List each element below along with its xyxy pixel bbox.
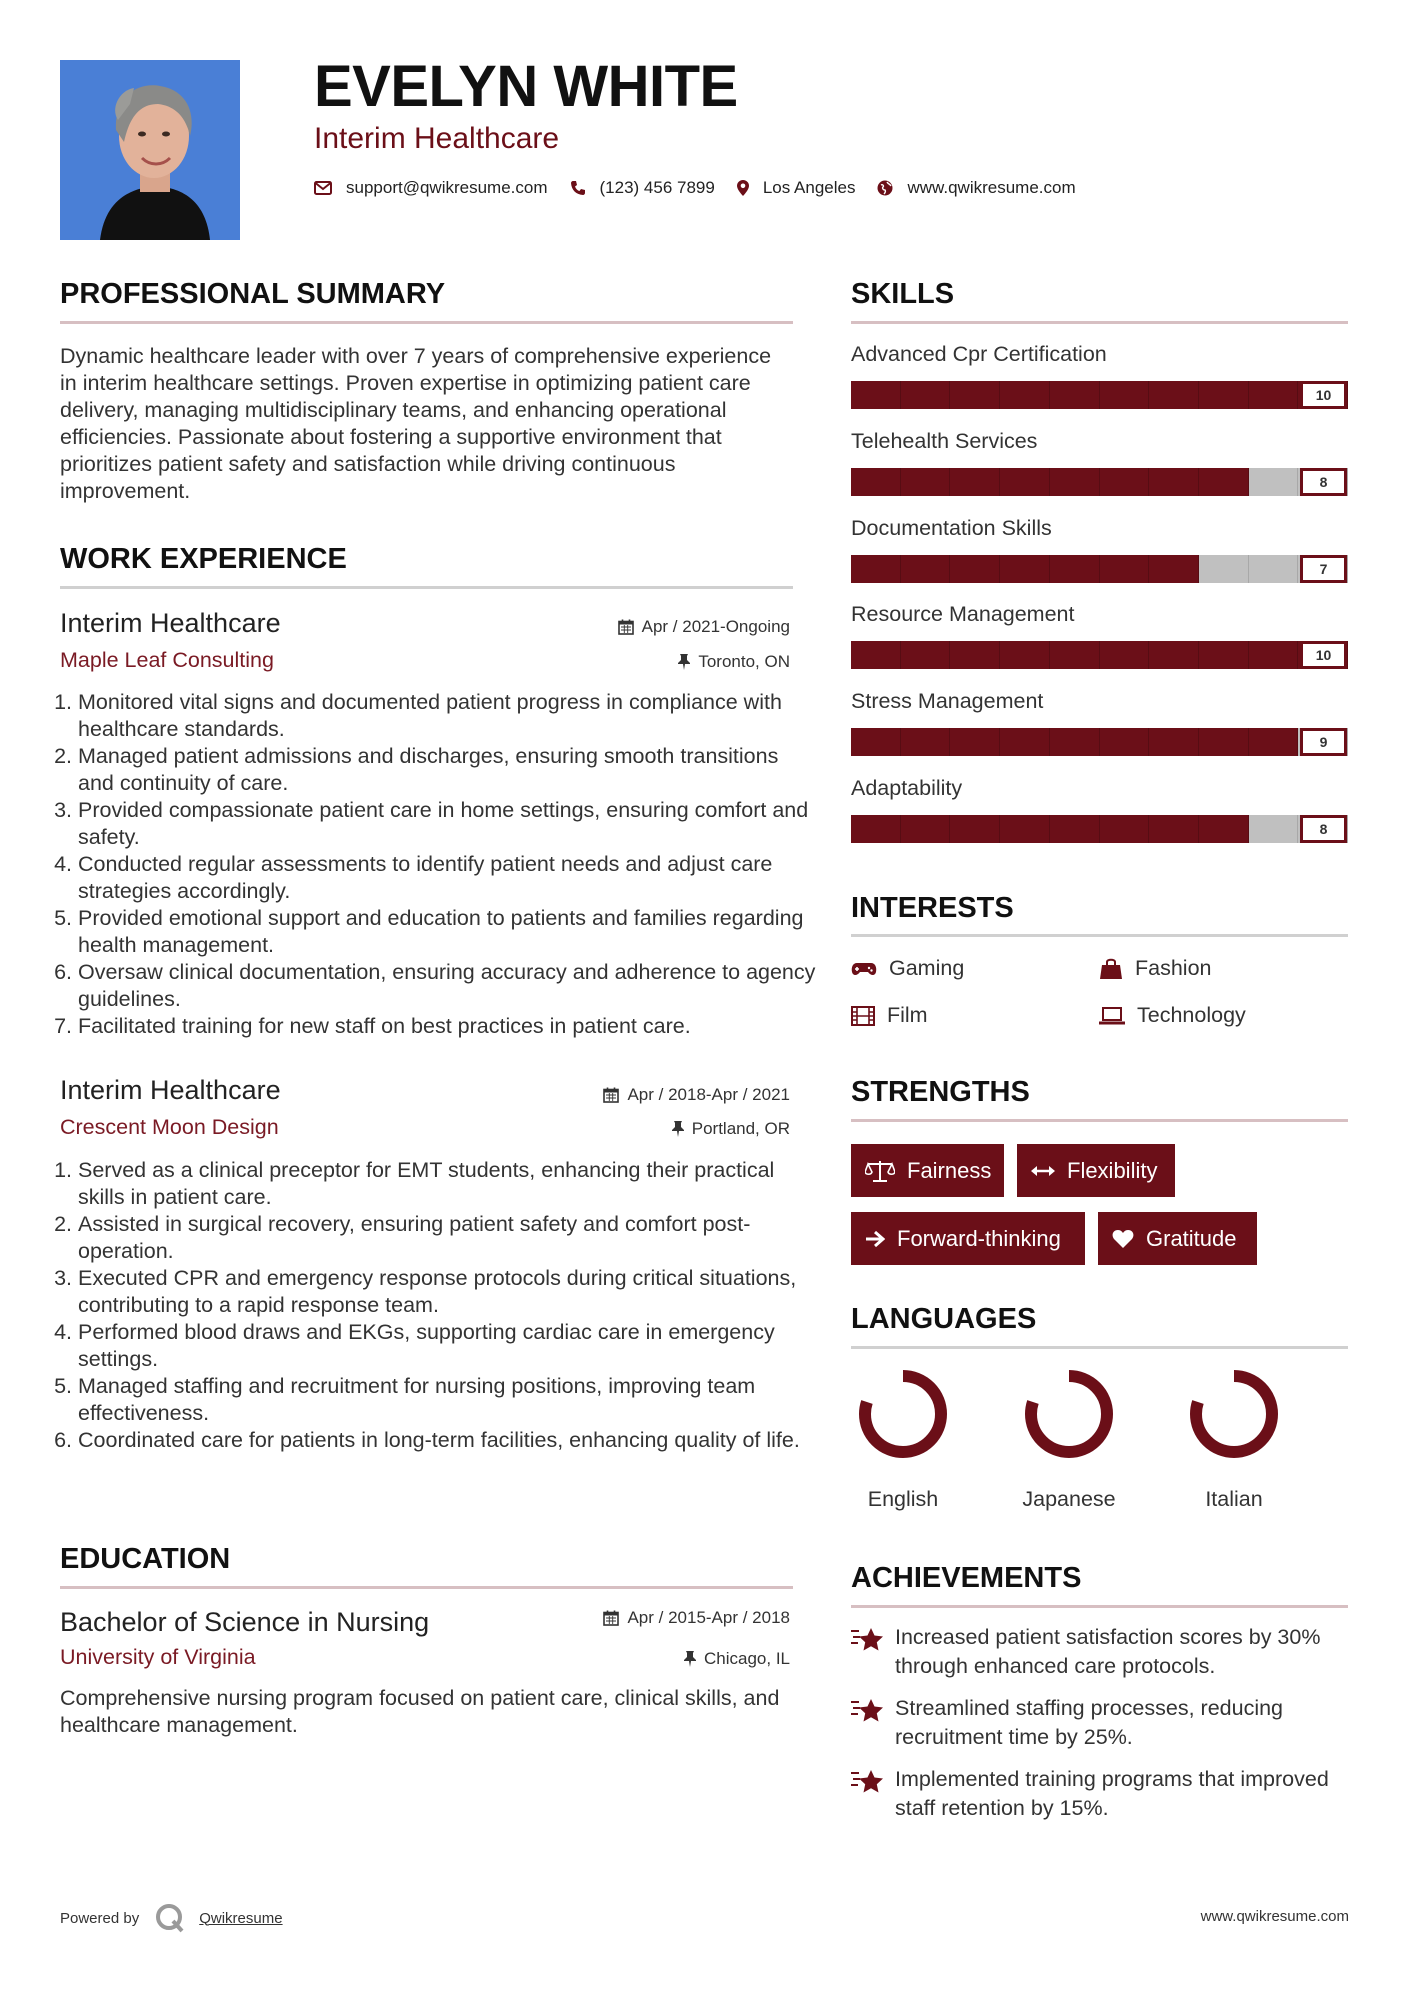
language-label: Italian [1205, 1487, 1263, 1511]
skill-bar-filled-segment [851, 728, 901, 756]
education-divider [60, 1586, 793, 1589]
strength-tag [851, 1212, 1085, 1265]
summary-heading: PROFESSIONAL SUMMARY [60, 278, 446, 310]
candidate-title: Interim Healthcare [314, 122, 560, 155]
skill-bar-empty-segment [1249, 468, 1299, 496]
skill-bar-filled-segment [851, 555, 901, 583]
globe-icon [877, 180, 893, 196]
star-icon [851, 1698, 895, 1724]
language-label: English [867, 1487, 939, 1511]
list-item: 1. Monitored vital signs and documented patient progress in compliance with healthcare standards. [78, 689, 818, 743]
skill-bar-filled-segment [1100, 641, 1150, 669]
education-location [684, 1650, 790, 1667]
skill-level-value: 7 [1300, 555, 1347, 583]
phone-text: (123) 456 7899 [599, 178, 715, 197]
education-dates-text: Apr / 2015-Apr / 2018 [627, 1608, 790, 1627]
job-dates-text: Apr / 2018-Apr / 2021 [627, 1085, 790, 1104]
skill-bar-filled-segment [1000, 728, 1050, 756]
interest-gaming [851, 958, 964, 980]
skill-bar-filled-segment [901, 468, 951, 496]
skill-bar-filled-segment [950, 815, 1000, 843]
film-icon [851, 1006, 875, 1026]
list-item: 2. Assisted in surgical recovery, ensuring patient safety and comfort post-operation. [78, 1211, 818, 1265]
skill-bar [851, 815, 1348, 843]
skill-bar-filled-segment [901, 728, 951, 756]
skill-bar [851, 555, 1348, 583]
skill-bar-filled-segment [1149, 381, 1199, 409]
skill-bar-empty-segment [1249, 555, 1299, 583]
skill-bar-filled-segment [1000, 381, 1050, 409]
strength-tag [1017, 1144, 1175, 1197]
skill-bar-filled-segment [1249, 641, 1299, 669]
job-location-text: Toronto, ON [698, 652, 790, 671]
strength-tag [1098, 1212, 1257, 1265]
skill-bar-filled-segment [1249, 381, 1299, 409]
skill-bar-filled-segment [950, 728, 1000, 756]
interest-fashion [1099, 958, 1212, 980]
skill-bar [851, 641, 1348, 669]
calendar-icon [618, 619, 634, 635]
brand-link[interactable]: Qwikresume [199, 1909, 283, 1927]
job-bullets [56, 1157, 818, 1454]
contact-location [737, 178, 856, 198]
envelope-icon [314, 181, 332, 195]
skill-level-value: 10 [1300, 641, 1347, 669]
skills-heading: SKILLS [851, 278, 955, 310]
skill-bar-filled-segment [1149, 815, 1199, 843]
degree-title: Bachelor of Science in Nursing [60, 1607, 430, 1637]
job-location-text: Portland, OR [691, 1119, 790, 1138]
contact-email[interactable] [314, 178, 548, 198]
language-label: Japanese [1022, 1487, 1116, 1511]
work-heading: WORK EXPERIENCE [60, 543, 347, 575]
list-item: 1. Served as a clinical preceptor for EMT students, enhancing their practical skills in patient care. [78, 1157, 818, 1211]
pushpin-icon [678, 654, 690, 670]
education-dates [603, 1609, 790, 1626]
education-location-text: Chicago, IL [704, 1649, 790, 1668]
job-dates-text: Apr / 2021-Ongoing [641, 617, 790, 636]
candidate-name: EVELYN WHITE [314, 54, 738, 119]
heart-icon [1112, 1229, 1134, 1249]
skill-bar-filled-segment [1199, 381, 1249, 409]
skill-bar-filled-segment [851, 381, 901, 409]
achievement-text: Implemented training programs that improved staff retention by 15%. [895, 1767, 1329, 1820]
skill-bar-filled-segment [1050, 728, 1100, 756]
skill-bar-empty-segment [1249, 815, 1299, 843]
job-title: Interim Healthcare [60, 1075, 281, 1105]
profile-photo [60, 60, 240, 240]
skill-bar-filled-segment [1199, 728, 1249, 756]
strengths-heading: STRENGTHS [851, 1076, 1030, 1108]
achievements-heading: ACHIEVEMENTS [851, 1562, 1082, 1594]
job-company: Crescent Moon Design [60, 1115, 279, 1139]
list-item: 6. Coordinated care for patients in long-term facilities, enhancing quality of life. [78, 1427, 818, 1454]
skill-bar-filled-segment [1000, 815, 1050, 843]
skill-bar-filled-segment [1100, 381, 1150, 409]
skill-bar [851, 381, 1348, 409]
list-item: 4. Conducted regular assessments to identify patient needs and adjust care strategies accordingly. [78, 851, 818, 905]
skill-bar-filled-segment [950, 468, 1000, 496]
strength-tag [851, 1144, 1004, 1197]
skill-bar-filled-segment [1100, 728, 1150, 756]
skill-label: Telehealth Services [851, 429, 1038, 453]
calendar-icon [603, 1610, 619, 1626]
contact-bar [314, 178, 1098, 198]
skill-bar-filled-segment [851, 468, 901, 496]
achievements-divider [851, 1605, 1348, 1608]
laptop-icon [1099, 1007, 1125, 1025]
skill-bar [851, 468, 1348, 496]
interests-heading: INTERESTS [851, 892, 1014, 924]
strength-label: Flexibility [1067, 1157, 1158, 1183]
powered-by-text: Powered by [60, 1909, 140, 1927]
skill-label: Advanced Cpr Certification [851, 342, 1107, 366]
gamepad-icon [851, 961, 877, 977]
phone-icon [570, 180, 586, 196]
list-item: 3. Provided compassionate patient care in home settings, ensuring comfort and safety. [78, 797, 818, 851]
education-description: Comprehensive nursing program focused on patient care, clinical skills, and healthcare management. [60, 1686, 780, 1737]
arrow-right-icon [865, 1230, 885, 1248]
skill-label: Resource Management [851, 602, 1075, 626]
skill-bar-filled-segment [1000, 468, 1050, 496]
list-item: 7. Facilitated training for new staff on best practices in patient care. [78, 1013, 818, 1040]
interests-divider [851, 934, 1348, 937]
skill-bar-filled-segment [851, 641, 901, 669]
interest-label: Film [887, 1003, 928, 1027]
skill-bar-filled-segment [1149, 555, 1199, 583]
list-item: 5. Provided emotional support and education to patients and families regarding health management. [78, 905, 818, 959]
skill-bar-filled-segment [950, 381, 1000, 409]
powered-by [60, 1903, 283, 1933]
education-heading: EDUCATION [60, 1543, 231, 1575]
skill-bar-filled-segment [950, 555, 1000, 583]
list-item: 5. Managed staffing and recruitment for nursing positions, improving team effectiveness. [78, 1373, 818, 1427]
skill-bar [851, 728, 1348, 756]
skill-bar-filled-segment [1100, 468, 1150, 496]
achievement-item [851, 1694, 1331, 1752]
languages-divider [851, 1346, 1348, 1349]
balance-scale-icon [865, 1160, 895, 1182]
skill-bar-filled-segment [950, 641, 1000, 669]
interest-label: Technology [1137, 1003, 1246, 1027]
map-pin-icon [737, 180, 749, 196]
skill-bar-filled-segment [1149, 641, 1199, 669]
skill-bar-filled-segment [1199, 815, 1249, 843]
website-text: www.qwikresume.com [907, 178, 1076, 197]
job-dates [603, 1086, 790, 1103]
skill-bar-filled-segment [1050, 641, 1100, 669]
skill-bar-filled-segment [1149, 468, 1199, 496]
pushpin-icon [684, 1651, 696, 1667]
skill-bar-empty-segment [1199, 555, 1249, 583]
work-divider [60, 586, 793, 589]
job-title: Interim Healthcare [60, 608, 281, 638]
skill-bar-filled-segment [901, 815, 951, 843]
skill-bar-filled-segment [851, 815, 901, 843]
achievement-item [851, 1623, 1331, 1681]
language-level-ring [1022, 1367, 1116, 1461]
contact-phone[interactable] [570, 178, 715, 198]
skill-level-value: 10 [1300, 381, 1347, 409]
strength-label: Fairness [907, 1157, 992, 1183]
shopping-bag-icon [1099, 958, 1123, 980]
contact-website[interactable] [877, 178, 1075, 198]
skill-level-value: 8 [1300, 468, 1347, 496]
skill-level-value: 9 [1300, 728, 1347, 756]
achievement-text: Streamlined staffing processes, reducing recruitment time by 25%. [895, 1696, 1284, 1749]
language-level-arc [865, 1376, 941, 1452]
skill-bar-filled-segment [1050, 468, 1100, 496]
skill-label: Stress Management [851, 689, 1044, 713]
skill-bar-filled-segment [1050, 381, 1100, 409]
strengths-divider [851, 1119, 1348, 1122]
arrows-horizontal-icon [1031, 1164, 1055, 1178]
job-bullets [56, 689, 818, 1040]
pushpin-icon [672, 1121, 684, 1137]
job-location [672, 1120, 790, 1137]
qwikresume-logo-icon [155, 1903, 185, 1933]
email-text: support@qwikresume.com [346, 178, 548, 197]
school-name: University of Virginia [60, 1645, 256, 1669]
skill-bar-filled-segment [1050, 555, 1100, 583]
skills-divider [851, 321, 1348, 324]
skill-bar-filled-segment [901, 641, 951, 669]
summary-divider [60, 321, 793, 324]
interest-technology [1099, 1005, 1246, 1027]
skill-level-value: 8 [1300, 815, 1347, 843]
list-item: 3. Executed CPR and emergency response protocols during critical situations, contributing to a rapid response team. [78, 1265, 818, 1319]
language-level-arc [1031, 1376, 1107, 1452]
list-item: 6. Oversaw clinical documentation, ensuring accuracy and adherence to agency guidelines. [78, 959, 818, 1013]
skill-bar-filled-segment [901, 381, 951, 409]
strength-label: Gratitude [1146, 1225, 1237, 1251]
skill-bar-filled-segment [1199, 468, 1249, 496]
skill-label: Adaptability [851, 776, 963, 800]
achievement-text: Increased patient satisfaction scores by 30% through enhanced care protocols. [895, 1625, 1321, 1678]
interest-film [851, 1005, 928, 1027]
language-level-ring [856, 1367, 950, 1461]
job-location [678, 653, 790, 670]
skill-bar-filled-segment [1100, 815, 1150, 843]
interest-label: Gaming [889, 956, 965, 980]
skill-bar-filled-segment [901, 555, 951, 583]
skill-label: Documentation Skills [851, 516, 1052, 540]
job-company: Maple Leaf Consulting [60, 648, 274, 672]
list-item: 2. Managed patient admissions and discharges, ensuring smooth transitions and continuity of care. [78, 743, 818, 797]
list-item: 4. Performed blood draws and EKGs, supporting cardiac care in emergency settings. [78, 1319, 818, 1373]
job-dates [618, 618, 790, 635]
skill-bar-filled-segment [1100, 555, 1150, 583]
star-icon [851, 1769, 895, 1795]
languages-heading: LANGUAGES [851, 1303, 1037, 1335]
skill-bar-filled-segment [1050, 815, 1100, 843]
location-text: Los Angeles [762, 178, 856, 197]
interest-label: Fashion [1135, 956, 1212, 981]
skill-bar-filled-segment [1000, 555, 1050, 583]
skill-bar-filled-segment [1149, 728, 1199, 756]
skill-bar-filled-segment [1199, 641, 1249, 669]
calendar-icon [603, 1087, 619, 1103]
skill-bar-filled-segment [1249, 728, 1299, 756]
achievement-item [851, 1765, 1331, 1823]
skill-bar-filled-segment [1000, 641, 1050, 669]
footer-url[interactable]: www.qwikresume.com [1200, 1908, 1349, 1925]
summary-text: Dynamic healthcare leader with over 7 years of comprehensive experience in interim healthcare settings. Proven expertise in optimizing patient care delivery, managing multidisciplinary teams, and enhancing operational efficiencies. Passionate about fostering a supportive environment that prioritizes patient safety and satisfaction while driving continuous improvement. [60, 344, 772, 503]
language-level-arc [1196, 1376, 1272, 1452]
strength-label: Forward-thinking [897, 1225, 1061, 1251]
star-icon [851, 1627, 895, 1653]
language-level-ring [1187, 1367, 1281, 1461]
